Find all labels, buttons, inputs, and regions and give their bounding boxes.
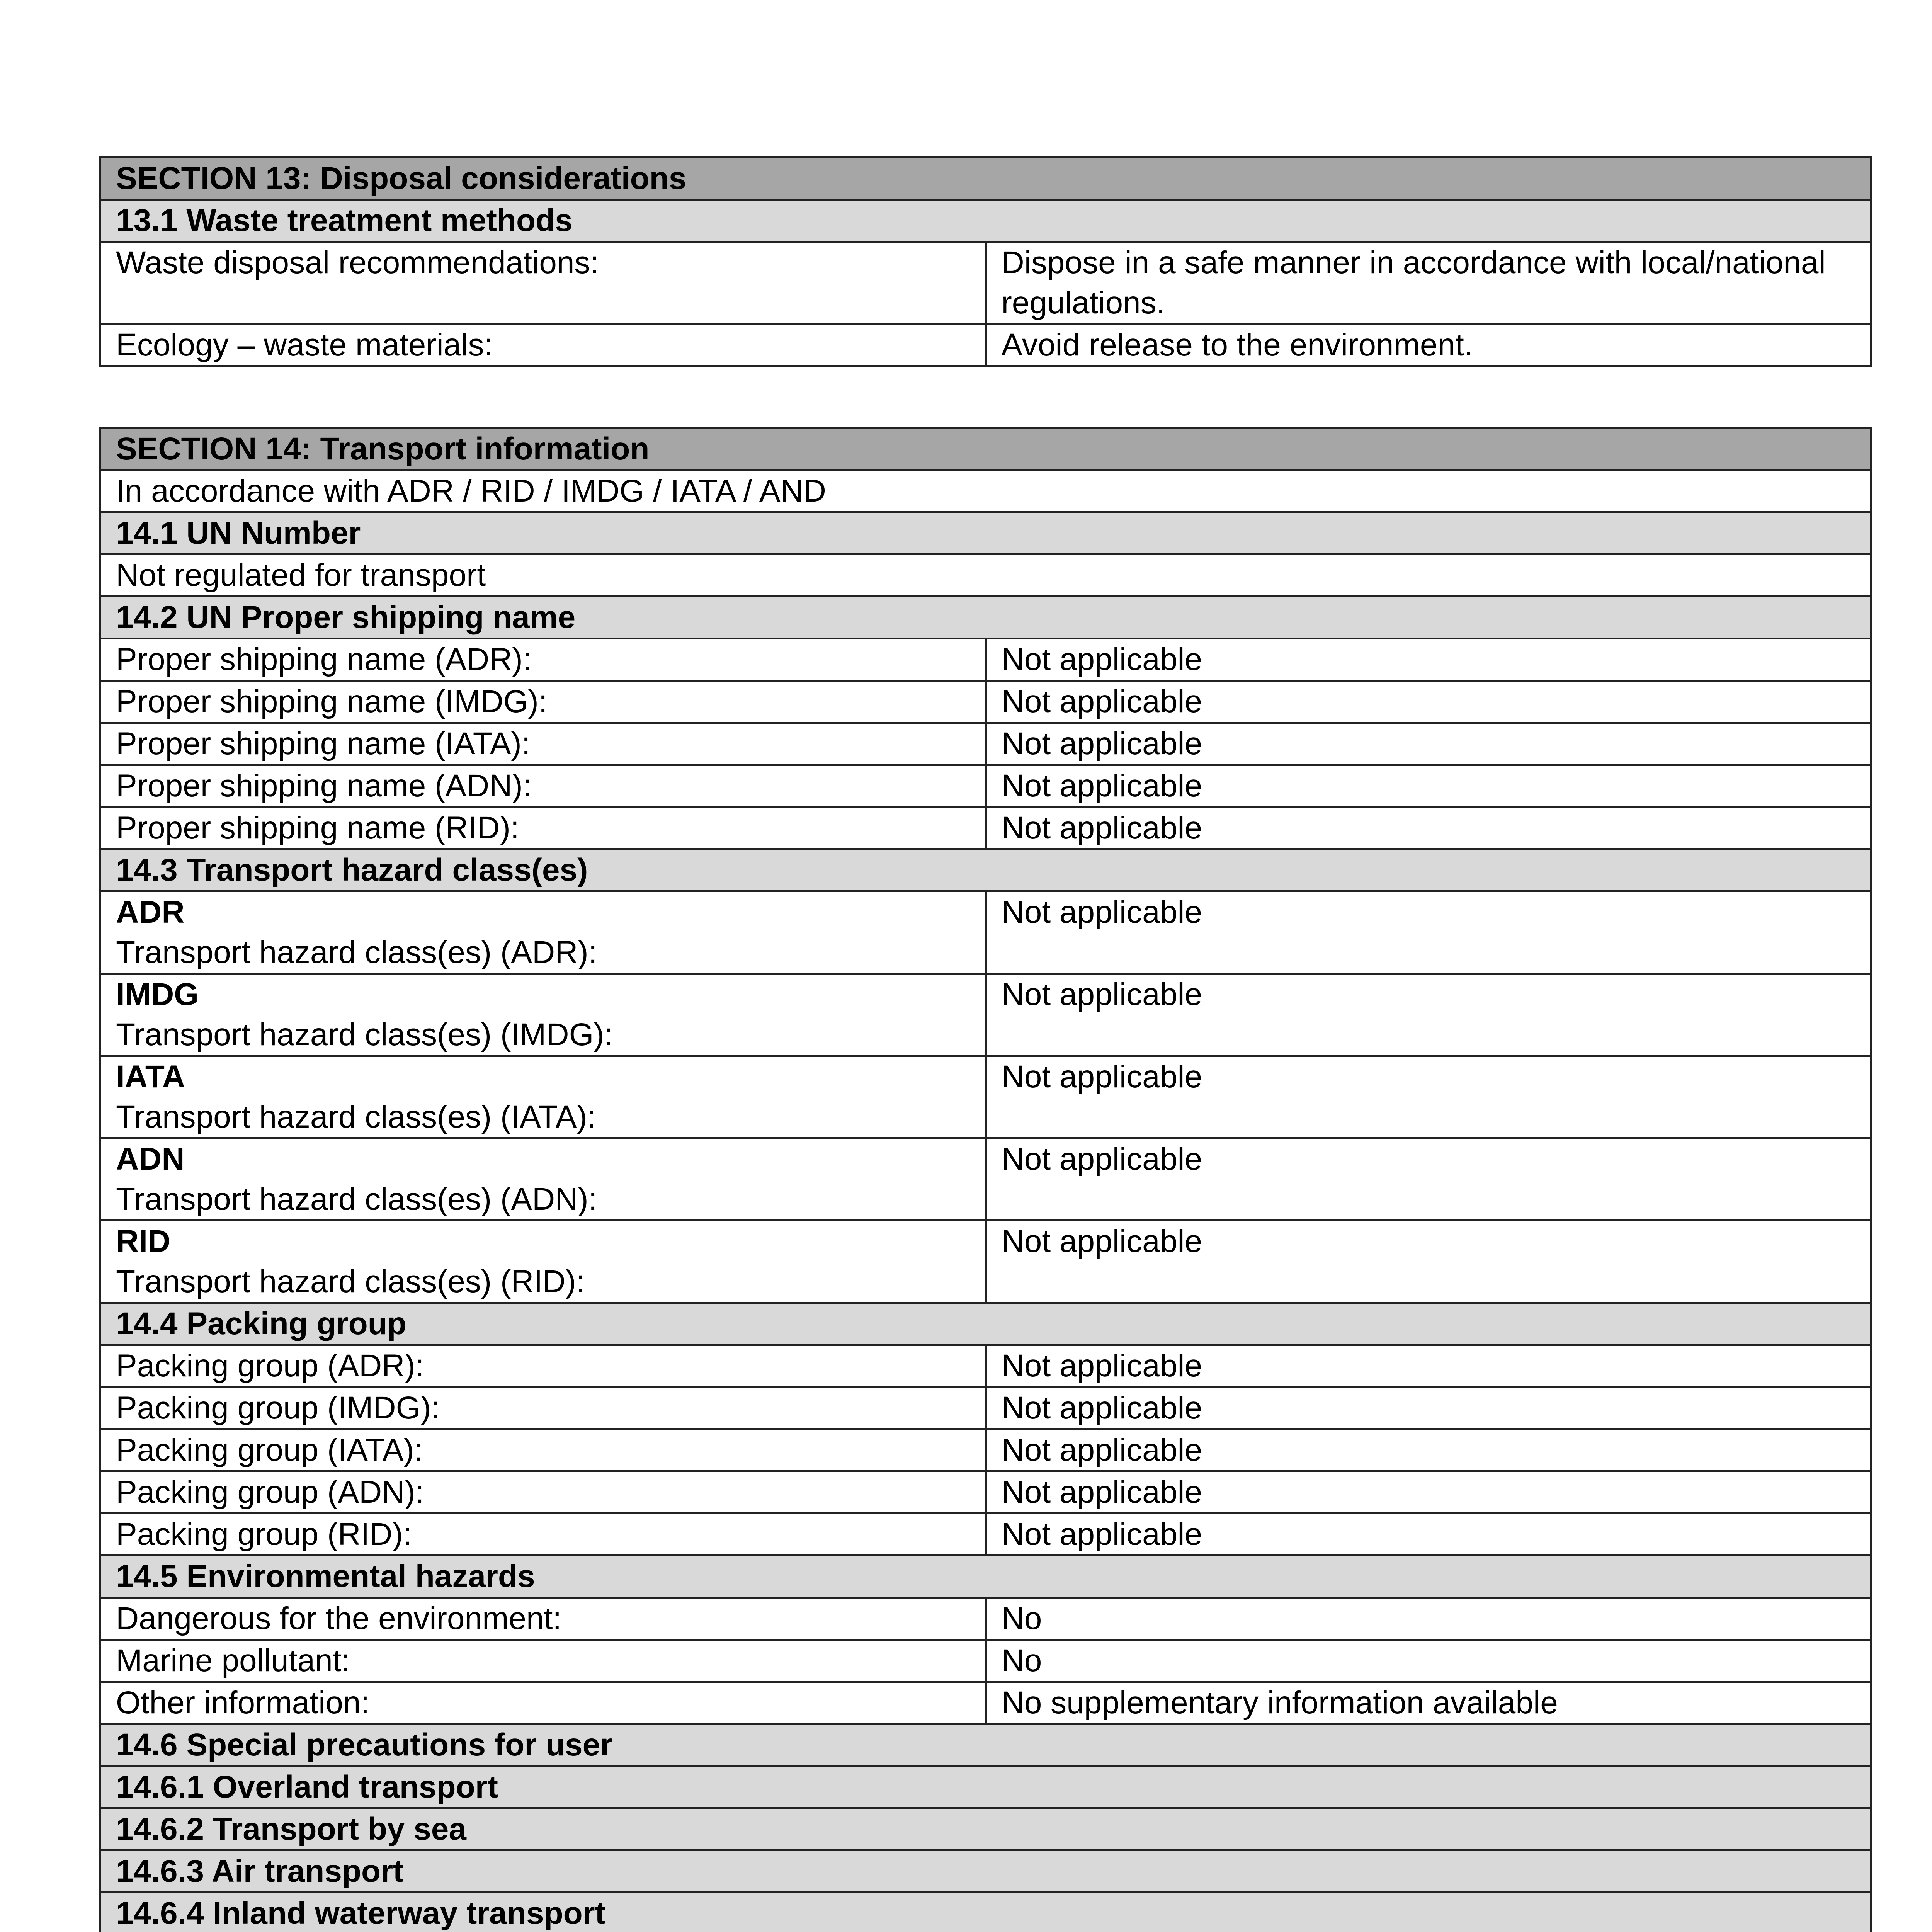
- mode-heading: ADR: [116, 895, 185, 930]
- row-value: Not applicable: [986, 1387, 1871, 1429]
- row-label-text: Transport hazard class(es) (ADN):: [116, 1182, 597, 1217]
- un-number-heading: 14.1 UN Number: [100, 512, 1871, 554]
- row-label: [100, 974, 986, 1056]
- table-row: [100, 242, 1871, 324]
- row-label: Proper shipping name (IATA):: [100, 723, 986, 765]
- table-row: [100, 1345, 1871, 1387]
- table-row: [100, 1221, 1871, 1303]
- row-value: Not applicable: [986, 1471, 1871, 1514]
- row-label: Other information:: [100, 1682, 986, 1724]
- mode-heading: ADN: [116, 1141, 185, 1177]
- row-label: Proper shipping name (IMDG):: [100, 681, 986, 723]
- row-label: Waste disposal recommendations:: [100, 242, 986, 324]
- row-label: Packing group (IMDG):: [100, 1387, 986, 1429]
- row-value: Avoid release to the environment.: [986, 324, 1871, 366]
- table-row: [100, 1471, 1871, 1514]
- table-row: [100, 1514, 1871, 1556]
- row-label-text: Transport hazard class(es) (ADR):: [116, 935, 597, 970]
- table-row: [100, 974, 1871, 1056]
- table-row: [100, 1387, 1871, 1429]
- special-precautions-heading: 14.6 Special precautions for user: [100, 1724, 1871, 1766]
- sea-transport-heading: 14.6.2 Transport by sea: [100, 1808, 1871, 1850]
- row-value: Not applicable: [986, 681, 1871, 723]
- row-label: Packing group (ADR):: [100, 1345, 986, 1387]
- mode-heading: IATA: [116, 1059, 185, 1094]
- row-label: Proper shipping name (RID):: [100, 807, 986, 849]
- table-row: [100, 639, 1871, 681]
- packing-group-heading: 14.4 Packing group: [100, 1303, 1871, 1345]
- row-label-text: Transport hazard class(es) (RID):: [116, 1264, 585, 1299]
- table-row: [100, 1682, 1871, 1724]
- row-label: Packing group (ADN):: [100, 1471, 986, 1514]
- row-value: Not applicable: [986, 891, 1871, 974]
- section-14-title: SECTION 14: Transport information: [100, 428, 1871, 470]
- transport-intro: In accordance with ADR / RID / IMDG / IATA / AND: [100, 470, 1871, 512]
- table-row: [100, 324, 1871, 366]
- waste-treatment-heading: 13.1 Waste treatment methods: [100, 200, 1871, 242]
- row-label-text: Transport hazard class(es) (IATA):: [116, 1099, 596, 1134]
- table-row: [100, 1138, 1871, 1221]
- row-label: [100, 891, 986, 974]
- row-label: Marine pollutant:: [100, 1640, 986, 1682]
- row-value: No: [986, 1598, 1871, 1640]
- row-label: Proper shipping name (ADN):: [100, 765, 986, 807]
- air-transport-heading: 14.6.3 Air transport: [100, 1850, 1871, 1893]
- row-label: [100, 1221, 986, 1303]
- mode-heading: RID: [116, 1224, 171, 1259]
- shipping-name-heading: 14.2 UN Proper shipping name: [100, 597, 1871, 639]
- table-row: [100, 765, 1871, 807]
- un-number-text: Not regulated for transport: [100, 554, 1871, 597]
- environmental-hazards-heading: 14.5 Environmental hazards: [100, 1556, 1871, 1598]
- row-value: Not applicable: [986, 765, 1871, 807]
- row-value: Not applicable: [986, 1056, 1871, 1138]
- row-value: Not applicable: [986, 639, 1871, 681]
- table-row: [100, 1640, 1871, 1682]
- row-value: Not applicable: [986, 723, 1871, 765]
- row-value: No supplementary information available: [986, 1682, 1871, 1724]
- row-value: Not applicable: [986, 1138, 1871, 1221]
- section-13-title: SECTION 13: Disposal considerations: [100, 158, 1871, 200]
- row-value: Not applicable: [986, 1514, 1871, 1556]
- row-value: Not applicable: [986, 1345, 1871, 1387]
- section-13-table: [99, 156, 1872, 367]
- table-row: [100, 681, 1871, 723]
- table-row: [100, 1429, 1871, 1471]
- row-value: Not applicable: [986, 974, 1871, 1056]
- table-row: [100, 807, 1871, 849]
- row-label: [100, 1138, 986, 1221]
- table-row: [100, 723, 1871, 765]
- inland-waterway-heading: 14.6.4 Inland waterway transport: [100, 1893, 1871, 1932]
- section-14-table: [99, 427, 1872, 1932]
- row-value: Not applicable: [986, 807, 1871, 849]
- row-value: Not applicable: [986, 1429, 1871, 1471]
- table-row: [100, 891, 1871, 974]
- row-label: Packing group (RID):: [100, 1514, 986, 1556]
- row-value: No: [986, 1640, 1871, 1682]
- hazard-class-heading: 14.3 Transport hazard class(es): [100, 849, 1871, 891]
- row-label-text: Transport hazard class(es) (IMDG):: [116, 1017, 613, 1052]
- row-label: Ecology – waste materials:: [100, 324, 986, 366]
- row-label: Proper shipping name (ADR):: [100, 639, 986, 681]
- mode-heading: IMDG: [116, 977, 199, 1012]
- row-label: [100, 1056, 986, 1138]
- row-label: Dangerous for the environment:: [100, 1598, 986, 1640]
- table-row: [100, 1598, 1871, 1640]
- table-row: [100, 1056, 1871, 1138]
- row-value: Dispose in a safe manner in accordance with local/national regulations.: [986, 242, 1871, 324]
- row-value: Not applicable: [986, 1221, 1871, 1303]
- row-label: Packing group (IATA):: [100, 1429, 986, 1471]
- overland-transport-heading: 14.6.1 Overland transport: [100, 1766, 1871, 1808]
